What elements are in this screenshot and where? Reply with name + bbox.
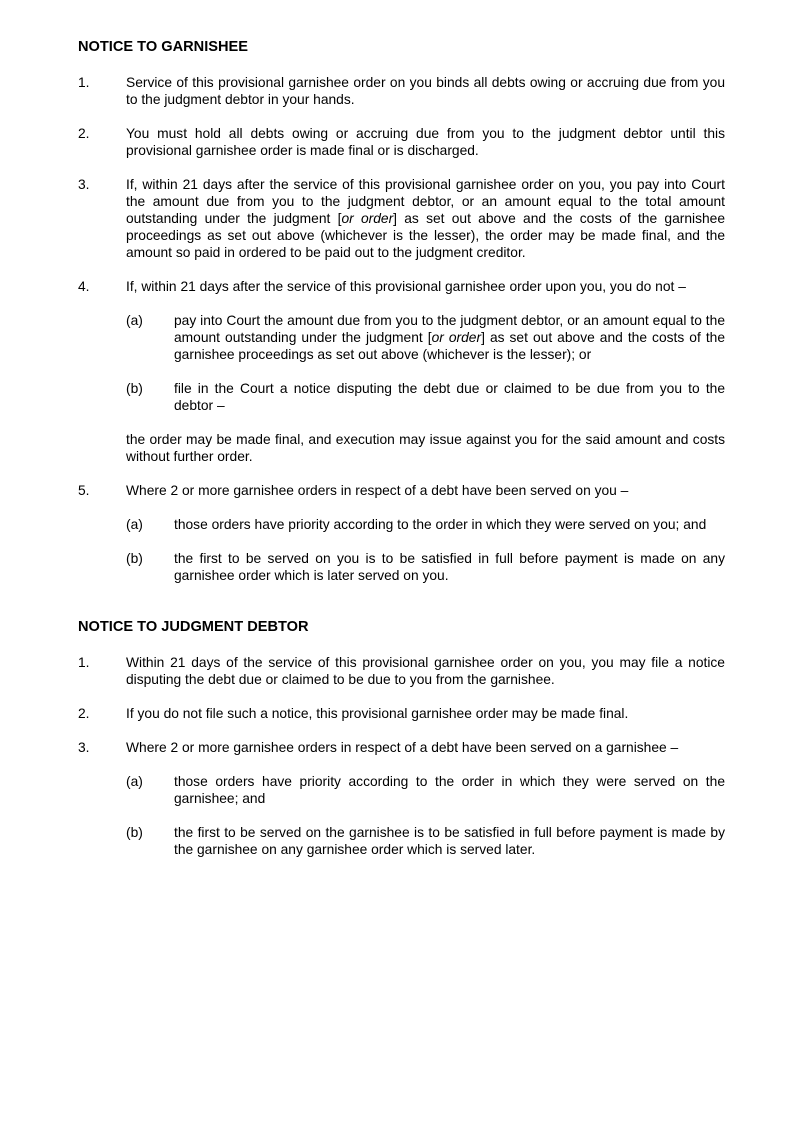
subparagraph-text — [174, 312, 725, 363]
paragraph-text: Service of this provisional garnishee order on you binds all debts owing or accruing due from you to the judgment debtor in your hands. — [126, 75, 725, 107]
subparagraph-label: (a) — [126, 517, 143, 532]
garnishee-paragraph-4b — [126, 380, 725, 414]
paragraph-text: If, within 21 days after the service of this provisional garnishee order upon you, you do not – — [126, 279, 686, 294]
judgment-debtor-heading: NOTICE TO JUDGMENT DEBTOR — [78, 619, 309, 635]
subparagraph-text: the first to be served on the garnishee is to be satisfied in full before payment is made by the garnishee on any garnishee order which is served later. — [174, 825, 725, 857]
debtor-paragraph-2 — [78, 705, 725, 722]
paragraph-number: 3. — [78, 740, 90, 755]
garnishee-paragraph-4 — [78, 278, 725, 295]
subparagraph-label: (b) — [126, 825, 143, 840]
paragraph-text: You must hold all debts owing or accruing due from you to the judgment debtor until this provisional garnishee order is made final or is discharged. — [126, 126, 725, 158]
text-segment: ] as set out above and the costs of the garnishee proceedings as set out above (whichever is the lesser); or — [174, 330, 725, 362]
text-segment: pay into Court the amount due from you to the judgment debtor, or an amount equal to the amount outstanding under the judgment [ — [174, 313, 725, 345]
subparagraph-label: (b) — [126, 551, 143, 566]
paragraph-text: Where 2 or more garnishee orders in respect of a debt have been served on you – — [126, 483, 629, 498]
garnishee-paragraph-5b — [126, 550, 725, 584]
subparagraph-text: the first to be served on you is to be satisfied in full before payment is made on any garnishee order which is later served on you. — [174, 551, 725, 583]
text-segment: If, within 21 days after the service of this provisional garnishee order on you, you pay into Court the amount due from you to the judgment debtor, or an amount equal to the total amount outstanding under the judgment [ — [126, 177, 725, 226]
garnishee-paragraph-4a — [126, 312, 725, 363]
subparagraph-label: (a) — [126, 774, 143, 789]
garnishee-heading: NOTICE TO GARNISHEE — [78, 39, 249, 55]
paragraph-number: 1. — [78, 75, 90, 90]
debtor-paragraph-1 — [78, 654, 725, 688]
subparagraph-label: (b) — [126, 381, 143, 396]
paragraph-number: 2. — [78, 126, 90, 141]
paragraph-text — [126, 176, 725, 261]
debtor-paragraph-3 — [78, 739, 725, 756]
garnishee-paragraph-4-tail: the order may be made final, and execution may issue against you for the said amount and costs without further order. — [126, 432, 725, 464]
garnishee-paragraph-5a — [126, 516, 725, 533]
garnishee-paragraph-1 — [78, 74, 725, 108]
italic-text: or order — [341, 211, 394, 226]
debtor-paragraph-3a — [126, 773, 725, 807]
garnishee-paragraph-5 — [78, 482, 725, 499]
debtor-paragraph-3b — [126, 824, 725, 858]
garnishee-paragraph-2 — [78, 125, 725, 159]
paragraph-number: 4. — [78, 279, 90, 294]
paragraph-number: 1. — [78, 655, 90, 670]
paragraph-text: Within 21 days of the service of this provisional garnishee order on you, you may file a notice disputing the debt due or claimed to be due to you from the garnishee. — [126, 655, 725, 687]
text-segment: ] as set out above and the costs of the garnishee proceedings as set out above (whichever is the lesser), the order may be made final, and the amount so paid in ordered to be paid out to the judgment creditor. — [126, 211, 725, 260]
paragraph-text: If you do not file such a notice, this provisional garnishee order may be made final. — [126, 706, 629, 721]
paragraph-number: 3. — [78, 177, 90, 192]
section-gap — [78, 601, 725, 618]
subparagraph-text: those orders have priority according to the order in which they were served on the garnishee; and — [174, 774, 725, 806]
document-page — [78, 38, 725, 875]
italic-text: or order — [431, 330, 482, 345]
paragraph-number: 5. — [78, 483, 90, 498]
subparagraph-text: file in the Court a notice disputing the debt due or claimed to be due from you to the debtor – — [174, 381, 725, 413]
paragraph-number: 2. — [78, 706, 90, 721]
garnishee-paragraph-3 — [78, 176, 725, 261]
paragraph-text: Where 2 or more garnishee orders in respect of a debt have been served on a garnishee – — [126, 740, 679, 755]
subparagraph-label: (a) — [126, 313, 143, 328]
subparagraph-text: those orders have priority according to the order in which they were served on you; and — [174, 517, 707, 532]
